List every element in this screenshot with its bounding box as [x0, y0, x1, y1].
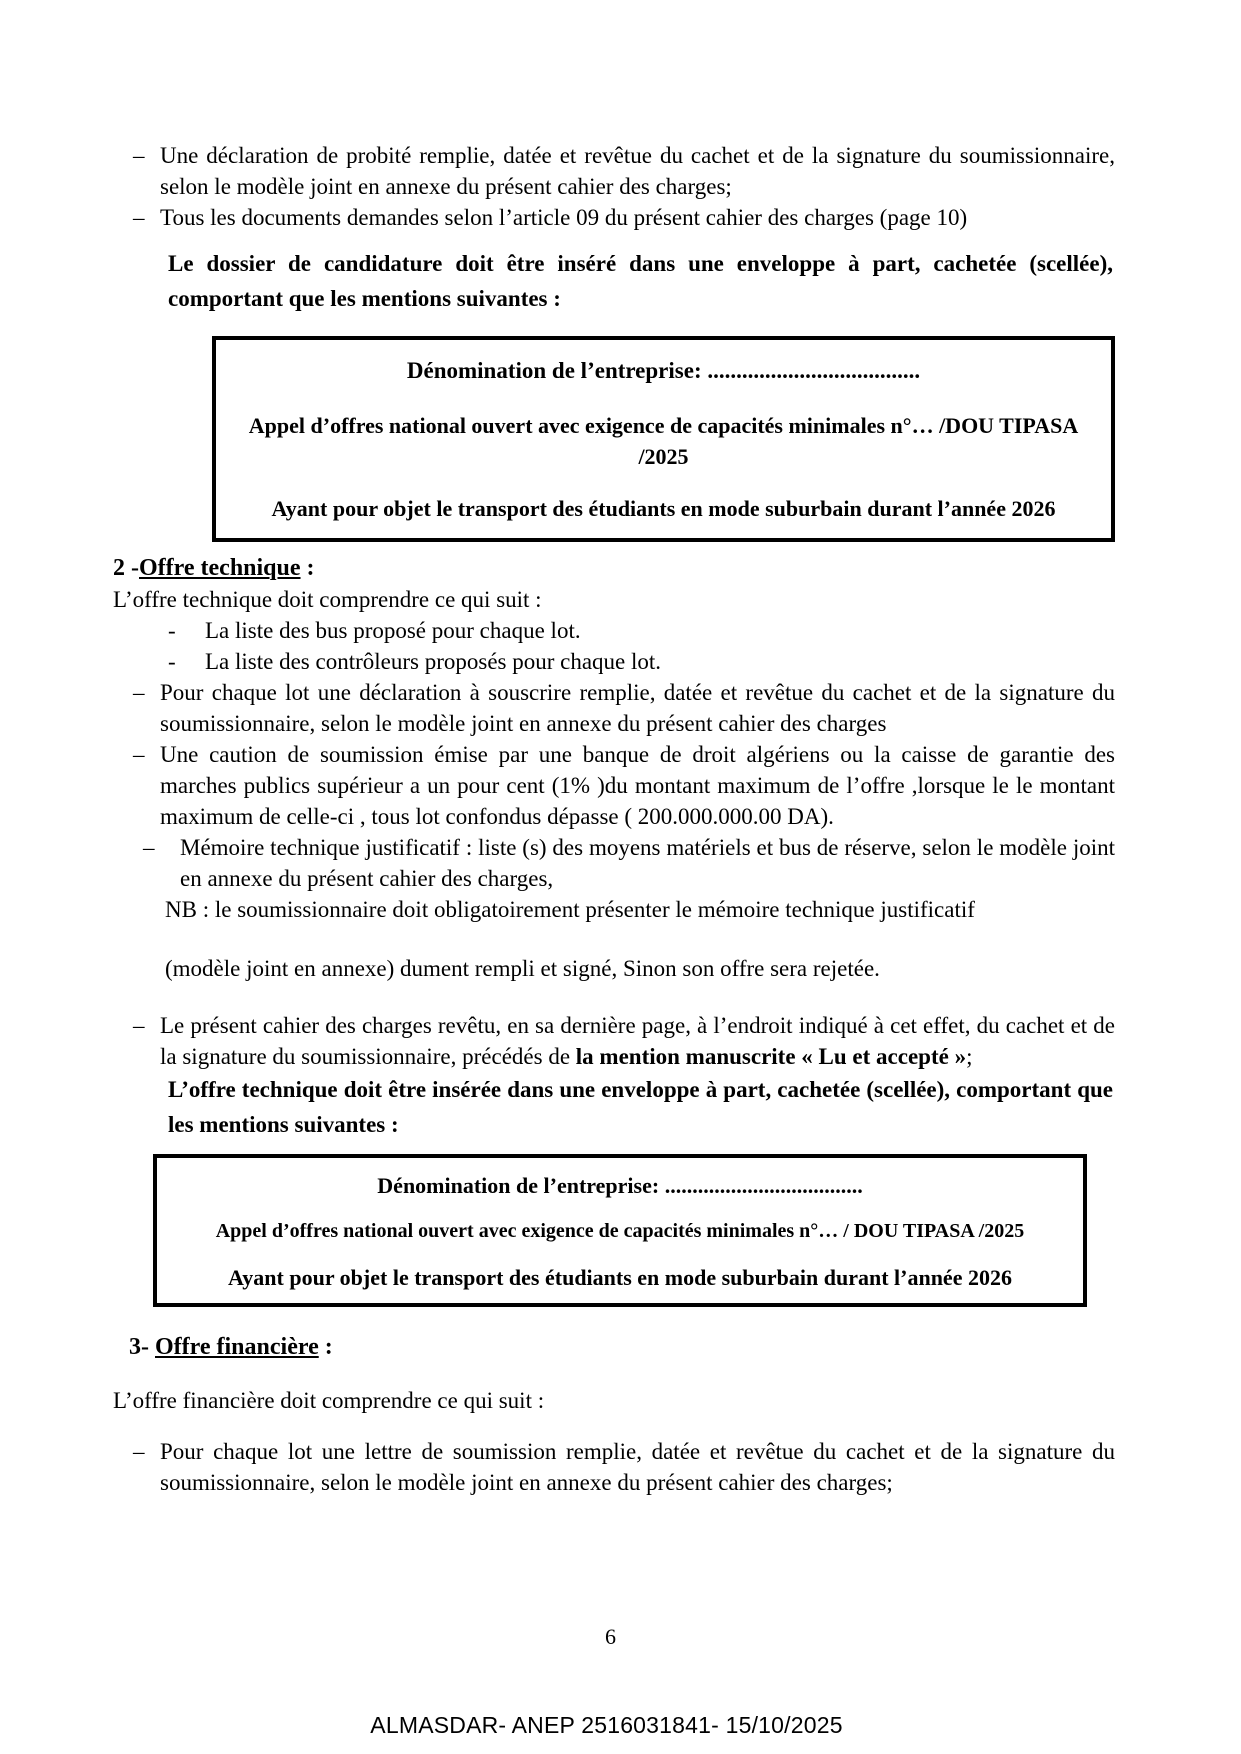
- dash-marker: –: [133, 680, 145, 705]
- dash-marker: –: [133, 1013, 145, 1038]
- nb-note-line1: NB : le soumissionnaire doit obligatoirement présenter le mémoire technique justificatif: [165, 897, 975, 922]
- hyphen-marker: -: [168, 618, 176, 643]
- section-heading-offre-technique: [113, 552, 1115, 584]
- bullet-text-part1: Le présent cahier des charges revêtu, en sa dernière page, à l’endroit indiqué à cet effet, du cachet et de la signature du soumissionnaire, précédés de: [160, 1013, 1115, 1069]
- footer-anep-reference: ALMASDAR- ANEP 2516031841- 15/10/2025: [370, 1712, 843, 1738]
- page-number: 6: [605, 1624, 616, 1649]
- bullet-text: Une déclaration de probité remplie, datée et revêtue du cachet et de la signature du soumissionnaire, selon le modèle joint en annexe du présent cahier des charges;: [160, 143, 1115, 199]
- candidature-note: Le dossier de candidature doit être inséré dans une enveloppe à part, cachetée (scellée), comportant que les mentions suivantes :: [168, 251, 1113, 311]
- box-appel-offres-line: Appel d’offres national ouvert avec exigence de capacités minimales n°… /DOU TIPASA /2025: [248, 413, 1079, 469]
- bullet-text: Mémoire technique justificatif : liste (s) des moyens matériels et bus de réserve, selon le modèle joint en annexe du présent cahier des charges,: [180, 835, 1115, 891]
- bullet-lu-et-accepte: [113, 1010, 1115, 1072]
- box-objet-line: Ayant pour objet le transport des étudiants en mode suburbain durant l’année 2026: [228, 1265, 1012, 1290]
- box-objet-line: Ayant pour objet le transport des étudiants en mode suburbain durant l’année 2026: [271, 496, 1056, 521]
- box-appel-offres-line: Appel d’offres national ouvert avec exigence de capacités minimales n°… / DOU TIPASA /2025: [215, 1220, 1025, 1242]
- section-colon: :: [318, 1334, 333, 1360]
- section-title: Offre technique: [139, 555, 301, 581]
- bullet-text: Une caution de soumission émise par une banque de droit algériens ou la caisse de garantie des marches publics supérieur a un pour cent (1% )du montant maximum de l’offre ,lorsque le le montant maximum de celle-ci , tous lot confondus dépasse ( 200.000.000.00 DA).: [160, 742, 1115, 829]
- nb-note-line2: (modèle joint en annexe) dument rempli et signé, Sinon son offre sera rejetée.: [165, 956, 880, 981]
- bullet-text-bold: la mention manuscrite « Lu et accepté »: [575, 1044, 967, 1069]
- bullet-declaration-probite: [113, 140, 1115, 202]
- subitem-text: La liste des bus proposé pour chaque lot.: [205, 618, 581, 643]
- bullet-caution-soumission: [113, 739, 1115, 832]
- section-colon: :: [300, 555, 315, 581]
- enveloppe-technique-note: L’offre technique doit être insérée dans une enveloppe à part, cachetée (scellée), comportant que les mentions suivantes :: [168, 1077, 1113, 1137]
- bullet-text: Pour chaque lot une lettre de soumission remplie, datée et revêtue du cachet et de la signature du soumissionnaire, selon le modèle joint en annexe du présent cahier des charges;: [160, 1439, 1115, 1495]
- dash-marker: –: [133, 205, 145, 230]
- offre-technique-intro: L’offre technique doit comprendre ce qui suit :: [113, 587, 542, 612]
- bullet-lettre-soumission: [113, 1436, 1115, 1498]
- subitem-liste-controleurs: [113, 646, 1115, 677]
- document-body: [113, 140, 1115, 1498]
- bullet-declaration-souscrire: [113, 677, 1115, 739]
- dash-marker: –: [143, 835, 155, 860]
- bullet-tous-documents: [113, 202, 1115, 233]
- section-title: Offre financière: [155, 1334, 319, 1360]
- envelope-box-technique: [153, 1154, 1087, 1307]
- section-number: 2 -: [113, 555, 139, 581]
- box-denomination-line: Dénomination de l’entreprise: ....................................: [377, 1173, 863, 1198]
- subitem-text: La liste des contrôleurs proposés pour chaque lot.: [205, 649, 662, 674]
- dash-marker: –: [133, 1439, 145, 1464]
- section-number: 3-: [129, 1334, 155, 1360]
- hyphen-marker: -: [168, 649, 176, 674]
- dash-marker: –: [133, 143, 145, 168]
- bullet-memoire-technique: [113, 832, 1115, 894]
- box-denomination-line: Dénomination de l’entreprise: .....................................: [406, 358, 921, 383]
- dash-marker: –: [133, 742, 145, 767]
- subitem-liste-bus: [113, 615, 1115, 646]
- bullet-text-part3: ;: [966, 1044, 973, 1069]
- offre-financiere-intro: L’offre financière doit comprendre ce qui suit :: [113, 1388, 545, 1413]
- bullet-text: Tous les documents demandes selon l’article 09 du présent cahier des charges (page 10): [160, 205, 968, 230]
- envelope-box-candidature: [212, 336, 1115, 542]
- section-heading-offre-financiere: [113, 1331, 1115, 1363]
- bullet-text: Pour chaque lot une déclaration à souscrire remplie, datée et revêtue du cachet et de la signature du soumissionnaire, selon le modèle joint en annexe du présent cahier des charges: [160, 680, 1115, 736]
